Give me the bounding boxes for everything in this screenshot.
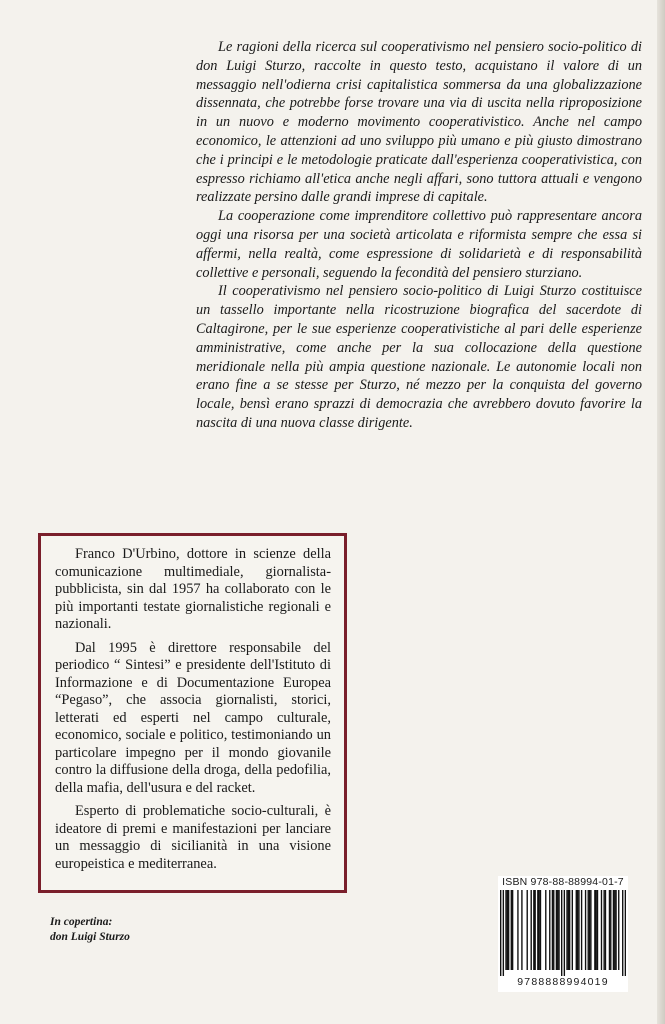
back-cover-blurb xyxy=(196,38,642,433)
barcode-bar xyxy=(566,890,567,970)
barcode-bar xyxy=(534,890,535,970)
barcode-bar xyxy=(603,890,604,970)
barcode-bar xyxy=(521,890,522,970)
barcode-bar xyxy=(589,890,590,970)
barcode-bar xyxy=(527,890,528,970)
barcode-bar xyxy=(500,890,501,976)
barcode-bar xyxy=(531,890,532,970)
barcode-bar xyxy=(595,890,596,970)
barcode-bar xyxy=(572,890,573,970)
barcode-bar xyxy=(622,890,623,976)
barcode-bar xyxy=(568,890,569,970)
barcode-bar xyxy=(601,890,602,970)
barcode-bar xyxy=(564,890,565,976)
isbn-barcode-block xyxy=(498,876,628,992)
blurb-paragraph: La cooperazione come imprenditore collettivo può rappresentare ancora oggi una risorsa per una società articolata e riformista sempre che essa si affermi, nella realtà, come espressione di solidarietà e di responsabilità collettive e personali, seguendo la fecondità del pensiero sturziano. xyxy=(196,208,642,281)
barcode-bar xyxy=(556,890,557,970)
barcode-bar xyxy=(578,890,579,970)
barcode-bar xyxy=(605,890,606,970)
barcode-bar xyxy=(615,890,616,970)
barcode-bar xyxy=(512,890,513,970)
barcode-bar xyxy=(610,890,611,970)
barcode-bar xyxy=(590,890,591,970)
barcode-bar xyxy=(614,890,615,970)
barcode-bar xyxy=(537,890,538,970)
isbn-digits: 9788888994019 xyxy=(517,976,609,988)
barcode-bar xyxy=(508,890,509,970)
barcode-bar xyxy=(597,890,598,970)
barcode-bar xyxy=(511,890,512,970)
bio-paragraph: Dal 1995 è direttore responsabile del periodico “ Sintesi” e presidente dell'Istituto di Informazione e di Documentazione Europea “Pegaso”, che associa giornalisti, storici, letterati ed esperti nel campo culturale, economico, sociale e politico, testimoniando un particolare impegno per il mondo giovanile contro la diffusione della droga, della pedofilia, della mafia, dell'usura e del racket. xyxy=(55,639,331,796)
barcode-bar xyxy=(533,890,534,970)
barcode-bar xyxy=(517,890,518,970)
cover-credit xyxy=(50,915,130,945)
bio-paragraph: Franco D'Urbino, dottore in scienze della comunicazione multimediale, giornalista-pubblicista, sin dal 1957 ha collaborato con le più importanti testate giornalistiche regionali e nazionali. xyxy=(55,546,331,632)
barcode-bar xyxy=(613,890,614,970)
author-bio-box xyxy=(38,533,347,893)
barcode-bar xyxy=(505,890,506,970)
barcode-bar xyxy=(553,890,554,970)
isbn-label: ISBN 978-88-88994-01-7 xyxy=(502,876,624,888)
barcode-bar xyxy=(618,890,619,970)
barcode-bar xyxy=(538,890,539,970)
barcode-bar xyxy=(585,890,586,970)
blurb-paragraph: Le ragioni della ricerca sul cooperativismo nel pensiero socio-politico di don Luigi Sturzo, raccolte in questo testo, acquistano il valore di un messaggio nell'odierna crisi capitalistica sommersa da una globalizzazione dissennata, che potrebbe forse trovare una via di uscita nella riproposizione in un nuovo e moderno movimento cooperativistico. Anche nel campo economico, le attenzioni ad uno sviluppo più umano e più giusto dimostrano che i principi e le metodologie praticate dall'esperienza cooperativistica, con espresso richiamo all'etica anche negli affari, sono tuttora attuali e vengono realizzate persino dalle grandi imprese di capitale. xyxy=(196,39,642,206)
barcode-bar xyxy=(609,890,610,970)
cover-credit-label: In copertina: xyxy=(50,916,113,928)
barcode-bar xyxy=(581,890,582,970)
barcode-icon xyxy=(500,890,626,976)
barcode-bar xyxy=(576,890,577,970)
barcode-bar xyxy=(588,890,589,970)
bio-paragraph: Esperto di problematiche socio-culturali, è ideatore di premi e manifestazioni per lanciare un messaggio di sicilianità in una visione europeistica e mediterranea. xyxy=(55,803,331,872)
barcode-bar xyxy=(577,890,578,970)
barcode-bar xyxy=(540,890,541,970)
spine-edge xyxy=(657,0,665,1024)
barcode-bar xyxy=(545,890,546,970)
barcode-bar xyxy=(625,890,626,976)
barcode-bar xyxy=(557,890,558,970)
cover-credit-subject: don Luigi Sturzo xyxy=(50,931,130,943)
barcode-bar xyxy=(558,890,559,970)
barcode-bar xyxy=(503,890,504,976)
barcode-bar xyxy=(594,890,595,970)
barcode-bar xyxy=(507,890,508,970)
blurb-paragraph: Il cooperativismo nel pensiero socio-politico di Luigi Sturzo costituisce un tassello importante nella ricostruzione biografica del sacerdote di Caltagirone, per le sue esperienze cooperativistiche al pari delle esperienze amministrative, come anche per la sua collocazione della questione meridionale nella più ampia questione nazionale. Le autonomie locali non erano fine a se stesse per Sturzo, né mezzo per la conquista del governo locale, bensì erano sprazzi di democrazia che avrebbero dovuto favorire la nascita di una nuova classe dirigente. xyxy=(196,283,642,431)
barcode-bar xyxy=(549,890,550,970)
barcode-bar xyxy=(569,890,570,970)
barcode-bar xyxy=(552,890,553,970)
barcode-bar xyxy=(561,890,562,976)
